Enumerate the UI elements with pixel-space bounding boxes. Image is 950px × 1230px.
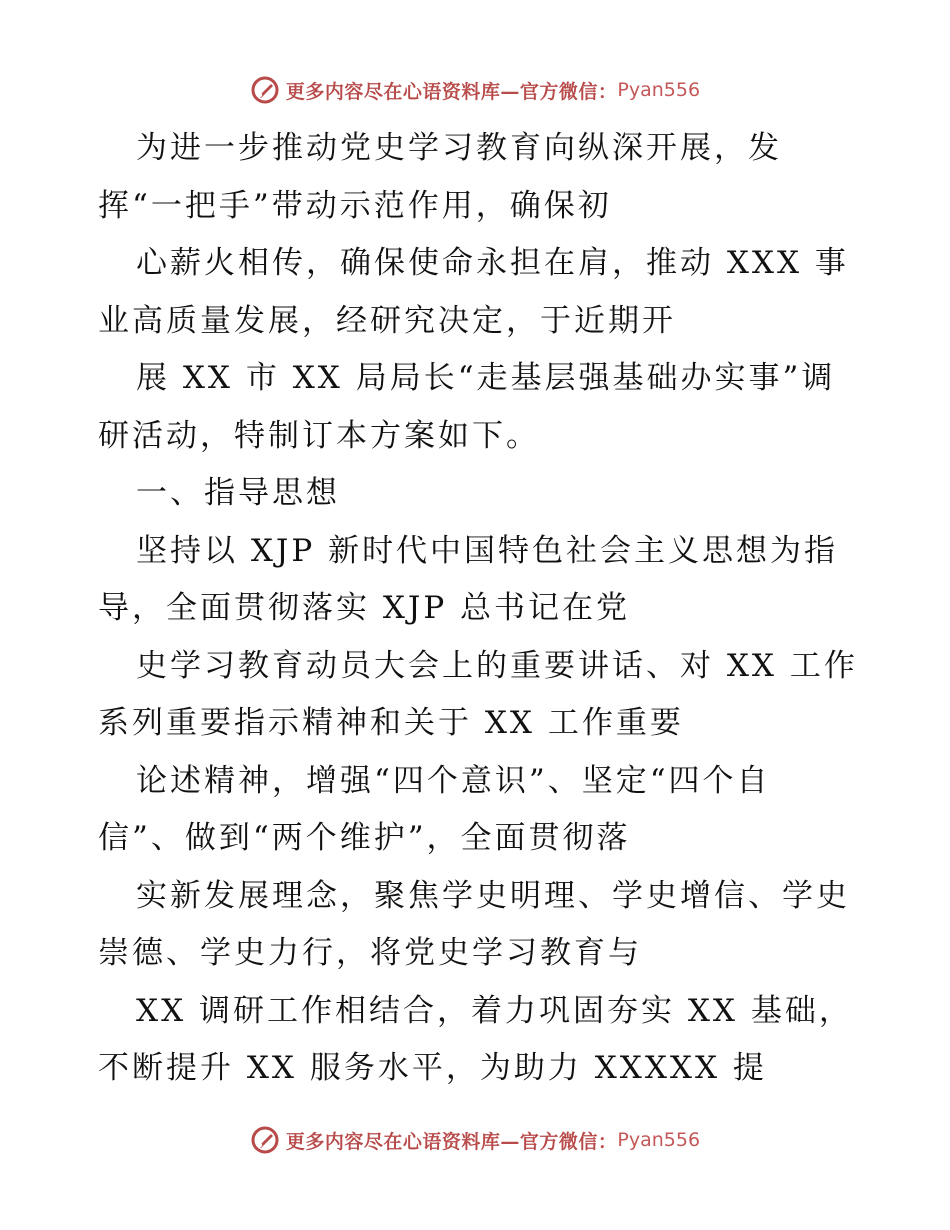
document-body xyxy=(98,120,878,1098)
text-line: 挥“一把手”带动示范作用，确保初 xyxy=(98,187,612,224)
watermark-text: 更多内容尽在心语资料库—官方微信： xyxy=(285,1130,618,1153)
text-line: 系列重要指示精神和关于 XX 工作重要 xyxy=(98,705,684,741)
text-line: 论述精神，增强“四个意识”、坚定“四个自 xyxy=(136,762,771,799)
text-line: 业高质量发展，经研究决定，于近期开 xyxy=(98,302,676,339)
pen-logo-icon xyxy=(250,1125,280,1155)
text-line: 为进一步推动党史学习教育向纵深开展，发 xyxy=(136,130,782,166)
text-line: 崇德、学史力行，将党史学习教育与 xyxy=(98,935,642,971)
text-line: 不断提升 XX 服务水平，为助力 XXXXX 提 xyxy=(98,1050,767,1086)
watermark-wechat-id: Pyan556 xyxy=(617,79,701,101)
footer-watermark xyxy=(0,1120,950,1160)
text-line: 实新发展理念，聚焦学史明理、学史增信、学史 xyxy=(136,877,850,914)
header-watermark xyxy=(0,70,950,110)
text-line: 坚持以 XJP 新时代中国特色社会主义思想为指 xyxy=(136,532,839,569)
text-line: XX 调研工作相结合，着力巩固夯实 XX 基础， xyxy=(136,992,853,1029)
pen-logo-icon xyxy=(250,75,280,105)
text-line: 心薪火相传，确保使命永担在肩，推动 XXX 事 xyxy=(136,245,849,281)
text-line: 研活动，特制订本方案如下。 xyxy=(98,417,540,454)
text-line: 一、指导思想 xyxy=(136,475,340,511)
watermark-text: 更多内容尽在心语资料库—官方微信： xyxy=(285,80,618,103)
text-line: 导，全面贯彻落实 XJP 总书记在党 xyxy=(98,590,631,626)
text-line: 展 XX 市 XX 局局长“走基层强基础办实事”调 xyxy=(136,360,836,396)
text-line: 史学习教育动员大会上的重要讲话、对 XX 工作 xyxy=(136,647,858,684)
text-line: 信”、做到“两个维护”，全面贯彻落 xyxy=(98,820,631,856)
watermark-wechat-id: Pyan556 xyxy=(617,1129,701,1151)
